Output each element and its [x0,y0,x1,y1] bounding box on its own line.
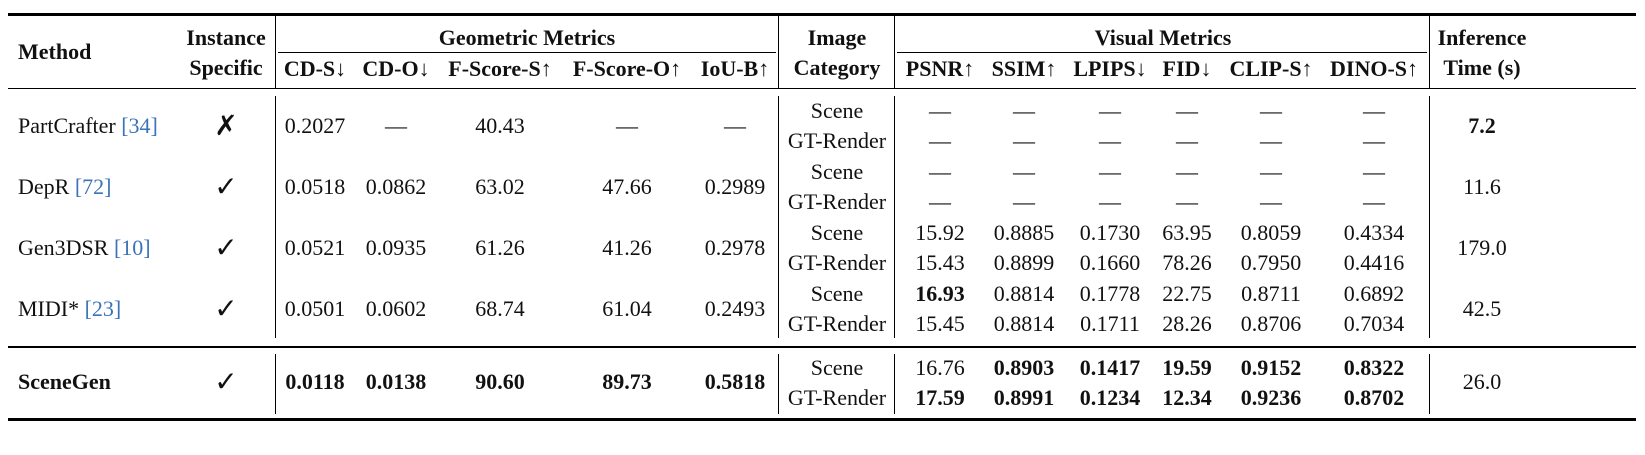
cell-iou-b: — [724,113,746,138]
cell-lpips: 0.1660 [1079,250,1141,275]
cell-psnr: 15.45 [915,311,965,336]
category-scene: Scene [810,220,864,245]
visual-cmidrule [897,52,1427,53]
cell-fid: — [1176,98,1198,123]
cell-cd-o: — [385,113,407,138]
header-ssim: SSIM↑ [991,56,1057,81]
cell-lpips: 0.1778 [1079,281,1141,306]
vrule-1 [275,354,276,414]
cell-dino-s: — [1363,98,1385,123]
cell-fid: 12.34 [1162,385,1212,410]
cell-clip-s: — [1260,189,1282,214]
cell-cd-o: 0.0138 [365,369,427,394]
header-inference-line1: Inference [1437,25,1527,50]
cell-dino-s: 0.8322 [1343,355,1405,380]
header-iou-b: IoU-B↑ [700,56,770,81]
cell-ssim: — [1013,159,1035,184]
cross-icon: ✗ [214,109,238,142]
check-icon: ✓ [214,365,238,398]
cell-fid: — [1176,128,1198,153]
cell-clip-s: — [1260,159,1282,184]
cell-inference-time: 179.0 [1457,235,1507,260]
cell-inference-time: 42.5 [1462,296,1502,321]
cell-psnr: — [929,189,951,214]
header-dino-s: DINO-S↑ [1329,56,1419,81]
header-geometric-group: Geometric Metrics [438,25,616,50]
cell-clip-s: — [1260,128,1282,153]
header-cd-s: CD-S↓ [283,56,347,81]
cell-inference-time: 7.2 [1468,113,1496,138]
row-method: Gen3DSR [10] [18,235,151,260]
cell-lpips: — [1099,98,1121,123]
cell-ssim: 0.8991 [993,385,1055,410]
cell-fscore-o: 89.73 [602,369,652,394]
cell-ssim: 0.8903 [993,355,1055,380]
cell-dino-s: 0.7034 [1343,311,1405,336]
cell-ssim: — [1013,128,1035,153]
header-image-line2: Category [793,55,881,80]
category-gt-render: GT-Render [787,189,887,214]
cell-lpips: 0.1730 [1079,220,1141,245]
category-gt-render: GT-Render [787,311,887,336]
cell-iou-b: 0.2978 [704,235,766,260]
cell-psnr: — [929,128,951,153]
cell-iou-b: 0.2493 [704,296,766,321]
cell-inference-time: 26.0 [1462,369,1502,394]
cell-clip-s: 0.9152 [1240,355,1302,380]
cell-fscore-o: 47.66 [602,174,652,199]
vrule-4 [1429,96,1430,338]
cell-cd-s: 0.0501 [284,296,346,321]
cell-ssim: 0.8814 [993,281,1055,306]
geometric-cmidrule [278,52,776,53]
cell-cd-o: 0.0935 [365,235,427,260]
cell-iou-b: 0.2989 [704,174,766,199]
category-gt-render: GT-Render [787,128,887,153]
row-method: MIDI* [23] [18,296,122,321]
citation: [10] [113,235,151,260]
category-scene: Scene [810,159,864,184]
cell-ssim: 0.8885 [993,220,1055,245]
cell-fscore-s: 40.43 [475,113,525,138]
header-clip-s: CLIP-S↑ [1229,56,1313,81]
citation: [34] [121,113,158,138]
cell-dino-s: — [1363,128,1385,153]
category-scene: Scene [810,281,864,306]
header-lpips: LPIPS↓ [1073,56,1147,81]
header-inference-line2: Time (s) [1443,55,1521,80]
cell-fscore-s: 63.02 [475,174,525,199]
category-gt-render: GT-Render [787,250,887,275]
cell-cd-o: 0.0862 [365,174,427,199]
cell-fid: 63.95 [1162,220,1212,245]
header-psnr: PSNR↑ [905,56,975,81]
cell-clip-s: 0.8711 [1241,281,1301,306]
category-scene: Scene [810,355,864,380]
citation: [72] [74,174,112,199]
category-scene: Scene [810,98,864,123]
cell-ssim: — [1013,98,1035,123]
row-method: DepR [72] [18,174,112,199]
cell-clip-s: — [1260,98,1282,123]
cell-psnr: 15.43 [915,250,965,275]
header-fscore-o: F-Score-O↑ [572,56,682,81]
cell-fid: 19.59 [1162,355,1212,380]
cell-clip-s: 0.8706 [1240,311,1302,336]
cell-lpips: 0.1711 [1080,311,1140,336]
cell-psnr: — [929,98,951,123]
cell-lpips: — [1099,189,1121,214]
cell-dino-s: 0.6892 [1343,281,1405,306]
vrule-1 [275,16,276,88]
cell-fscore-o: 61.04 [602,296,652,321]
vrule-3 [894,96,895,338]
vrule-3 [894,354,895,414]
cell-cd-s: 0.2027 [284,113,346,138]
cell-fid: — [1176,159,1198,184]
cell-ssim: 0.8814 [993,311,1055,336]
vrule-2 [778,96,779,338]
cell-cd-s: 0.0521 [284,235,346,260]
header-image-line1: Image [807,25,867,50]
cell-fscore-s: 90.60 [475,369,525,394]
cell-dino-s: 0.8702 [1343,385,1405,410]
cell-cd-s: 0.0118 [285,369,345,394]
vrule-2 [778,354,779,414]
cell-fscore-s: 61.26 [475,235,525,260]
cell-iou-b: 0.5818 [704,369,766,394]
check-icon: ✓ [214,170,238,203]
bottom-rule [8,418,1636,421]
header-instance-line1: Instance [186,25,266,50]
header-cd-o: CD-O↓ [362,56,430,81]
header-visual-group: Visual Metrics [1094,25,1232,50]
header-method: Method [18,39,92,64]
cell-psnr: 17.59 [915,385,965,410]
cell-inference-time: 11.6 [1463,174,1501,199]
cell-psnr: 16.93 [915,281,965,306]
cell-clip-s: 0.7950 [1240,250,1302,275]
vrule-1 [275,96,276,338]
cell-fid: 78.26 [1162,250,1212,275]
cell-dino-s: 0.4334 [1343,220,1405,245]
cell-cd-o: 0.0602 [365,296,427,321]
cell-dino-s: 0.4416 [1343,250,1405,275]
header-rule [8,88,1636,89]
category-gt-render: GT-Render [787,385,887,410]
cell-fscore-o: — [616,113,638,138]
vrule-4 [1429,354,1430,414]
cell-fscore-o: 41.26 [602,235,652,260]
cell-dino-s: — [1363,189,1385,214]
vrule-3 [894,16,895,88]
header-fscore-s: F-Score-S↑ [448,56,552,81]
cell-ssim: 0.8899 [993,250,1055,275]
cell-lpips: — [1099,159,1121,184]
cell-lpips: 0.1417 [1079,355,1141,380]
cell-lpips: 0.1234 [1079,385,1141,410]
vrule-4 [1429,16,1430,88]
cell-psnr: 15.92 [915,220,965,245]
check-icon: ✓ [214,231,238,264]
sep-rule [8,346,1636,348]
row-method: PartCrafter [34] [18,113,158,138]
cell-cd-s: 0.0518 [284,174,346,199]
cell-ssim: — [1013,189,1035,214]
cell-fscore-s: 68.74 [475,296,525,321]
cell-psnr: — [929,159,951,184]
header-fid: FID↓ [1162,56,1212,81]
cell-fid: 28.26 [1162,311,1212,336]
cell-lpips: — [1099,128,1121,153]
cell-fid: 22.75 [1162,281,1212,306]
cell-clip-s: 0.8059 [1240,220,1302,245]
citation: [23] [84,296,122,321]
vrule-2 [778,16,779,88]
header-instance-line2: Specific [189,55,263,80]
row-method: SceneGen [18,369,111,394]
cell-fid: — [1176,189,1198,214]
cell-psnr: 16.76 [915,355,965,380]
cell-dino-s: — [1363,159,1385,184]
cell-clip-s: 0.9236 [1240,385,1302,410]
top-rule [8,13,1636,16]
check-icon: ✓ [214,292,238,325]
